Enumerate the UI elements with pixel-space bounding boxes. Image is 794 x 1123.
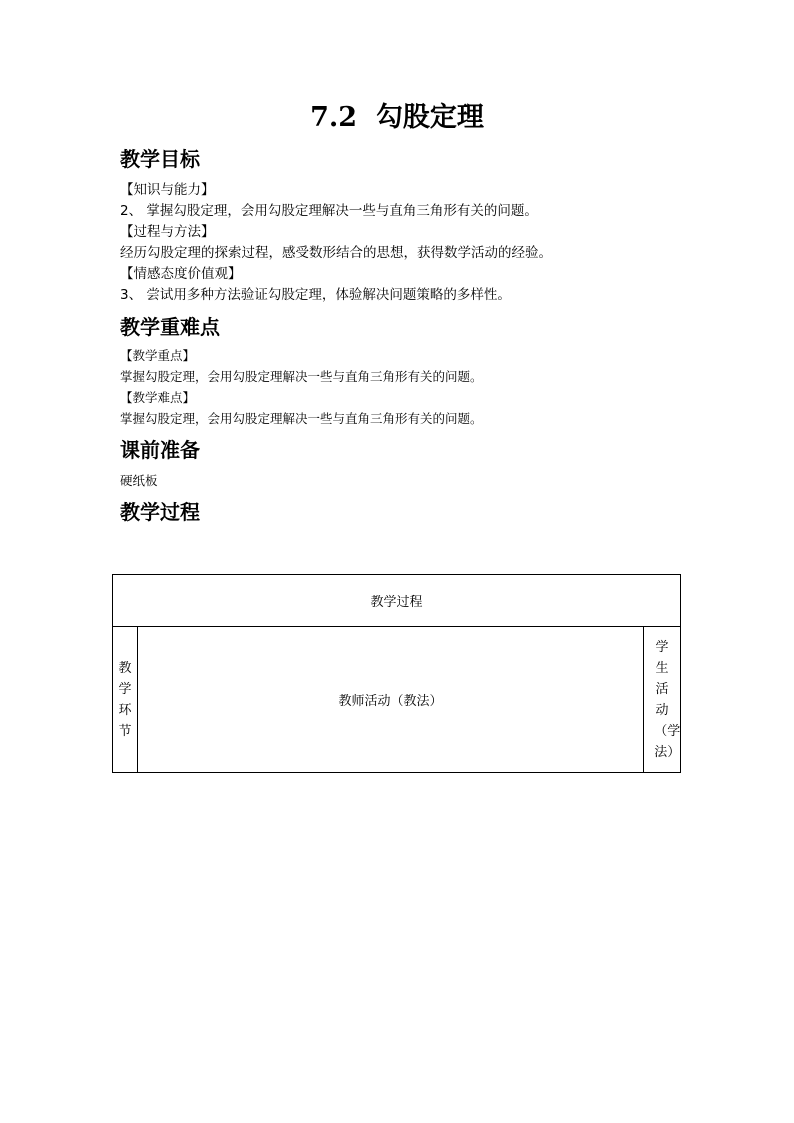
knowledge-label: 【知识与能力】 — [120, 182, 215, 198]
teacher-column-header: 教师活动（教法） — [138, 627, 644, 773]
preparation-text: 硬纸板 — [120, 473, 158, 488]
focus-text: 掌握勾股定理，会用勾股定理解决一些与直角三角形有关的问题。 — [120, 369, 483, 384]
heading-process: 教学过程 — [120, 500, 200, 524]
table-header-cell: 教学过程 — [113, 575, 681, 627]
page-title: 7.2 勾股定理 — [310, 102, 484, 133]
emotion-text: 3、 尝试用多种方法验证勾股定理，体验解决问题策略的多样性。 — [120, 287, 511, 303]
table-row — [113, 627, 681, 773]
heading-objectives: 教学目标 — [120, 147, 200, 171]
heading-preparation: 课前准备 — [120, 438, 200, 462]
table-header-row — [113, 575, 681, 627]
knowledge-text: 2、 掌握勾股定理，会用勾股定理解决一些与直角三角形有关的问题。 — [120, 203, 538, 219]
process-text: 经历勾股定理的探索过程，感受数形结合的思想，获得数学活动的经验。 — [120, 245, 552, 261]
emotion-label: 【情感态度价值观】 — [120, 266, 242, 282]
student-column-label: 学生活动（学法） — [654, 639, 681, 760]
difficulty-text: 掌握勾股定理，会用勾股定理解决一些与直角三角形有关的问题。 — [120, 411, 483, 426]
student-column-header — [644, 627, 681, 773]
process-table — [112, 574, 681, 773]
stage-column-label: 教学环节 — [118, 660, 132, 739]
heading-keypoints: 教学重难点 — [120, 315, 220, 339]
difficulty-label: 【教学难点】 — [120, 390, 196, 405]
stage-column-header — [113, 627, 138, 773]
focus-label: 【教学重点】 — [120, 348, 196, 363]
process-label: 【过程与方法】 — [120, 224, 215, 240]
